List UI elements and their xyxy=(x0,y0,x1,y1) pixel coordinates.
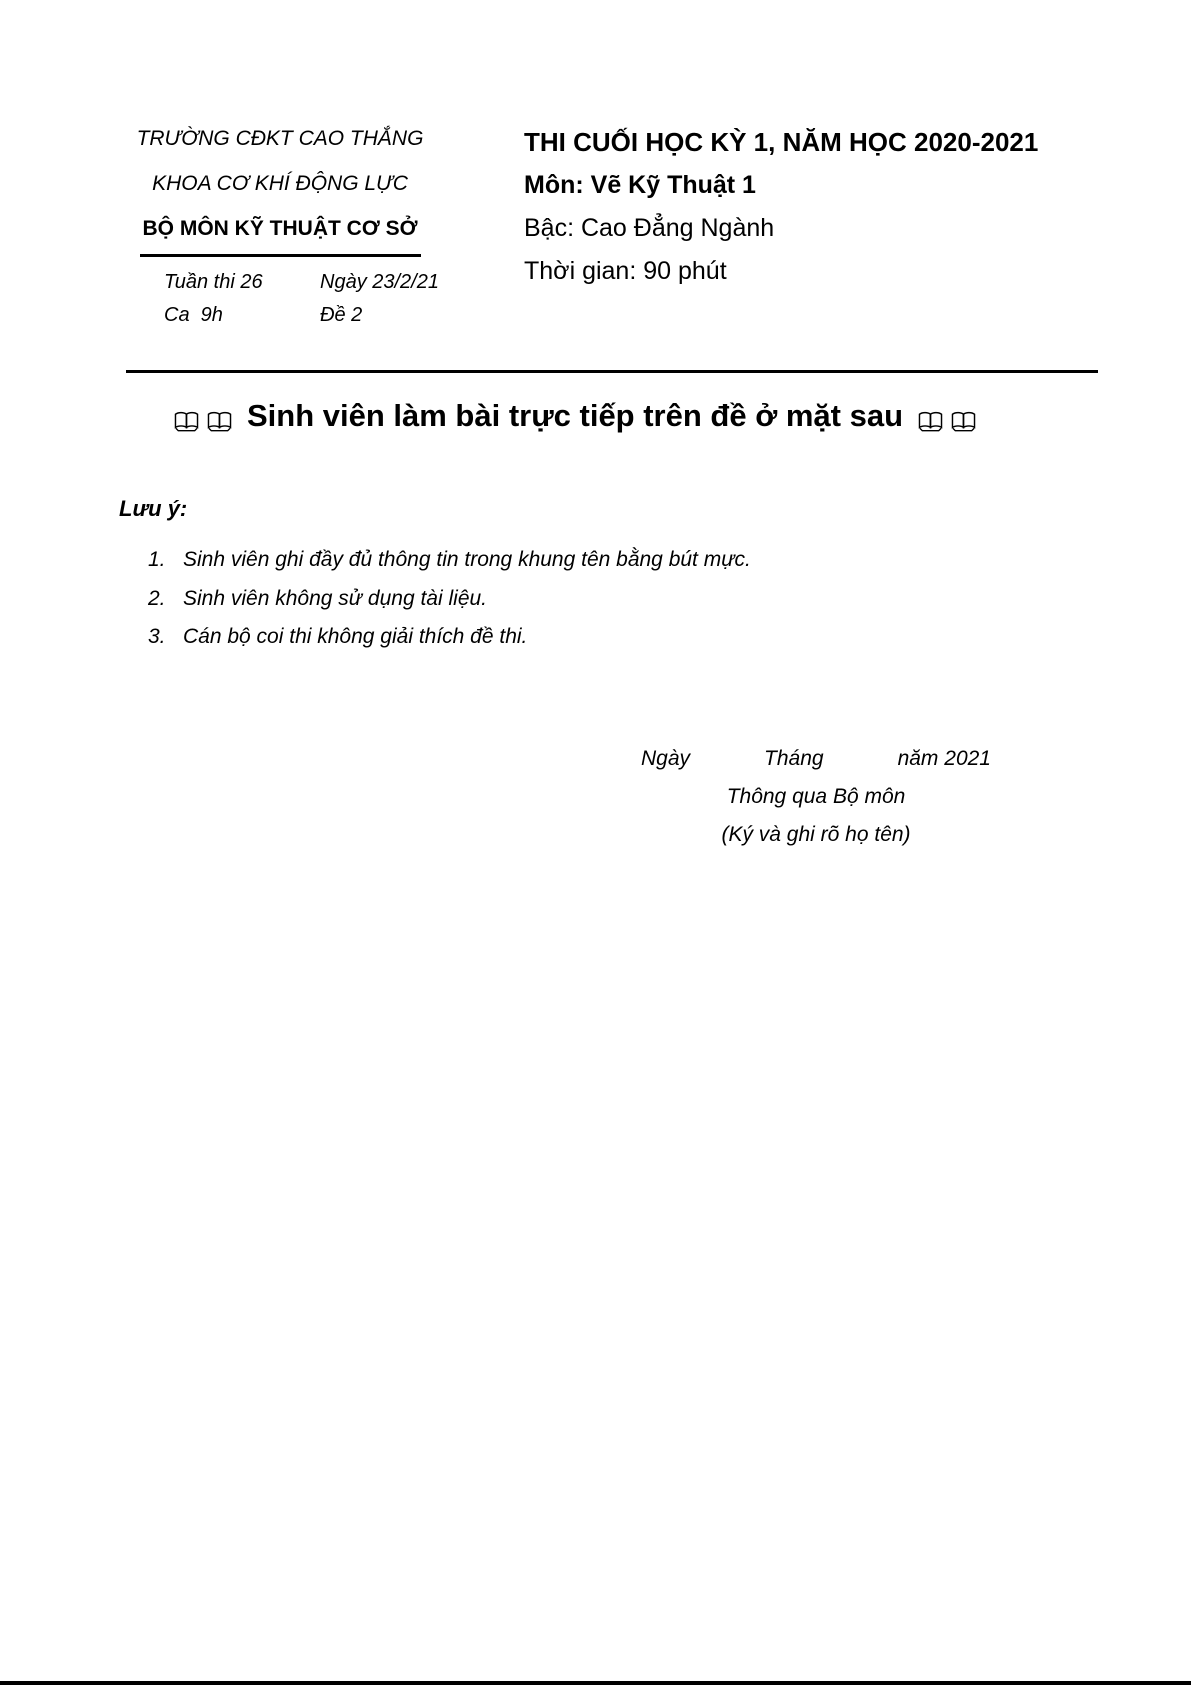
exam-subject: Môn: Vẽ Kỹ Thuật 1 xyxy=(524,171,756,199)
open-book-icon-pair-left xyxy=(172,399,234,434)
scan-edge-artifact xyxy=(0,1681,1191,1685)
notes-section xyxy=(119,494,979,657)
exam-session: Ca 9h xyxy=(164,304,223,326)
signature-instruction: (Ký và ghi rõ họ tên) xyxy=(721,823,911,846)
exam-duration: Thời gian: 90 phút xyxy=(524,257,727,285)
signature-day-label: Ngày xyxy=(641,747,691,770)
notes-label: Lưu ý: xyxy=(119,496,188,521)
open-book-icon-pair-right xyxy=(916,399,978,434)
faculty-name: KHOA CƠ KHÍ ĐỘNG LỰC xyxy=(152,172,408,195)
open-book-icon xyxy=(205,409,234,434)
schedule-row-2 xyxy=(164,299,448,332)
header-divider-line xyxy=(126,370,1098,373)
exam-week: Tuần thi 26 xyxy=(164,271,263,293)
instruction-banner-text: Sinh viên làm bài trực tiếp trên đề ở mặt sau xyxy=(246,398,904,433)
signature-date-line xyxy=(641,740,991,778)
school-name: TRƯỜNG CĐKT CAO THẮNG xyxy=(136,127,424,150)
signature-month-label: Tháng xyxy=(764,747,824,770)
open-book-icon xyxy=(916,409,945,434)
note-item xyxy=(119,541,979,580)
instruction-banner xyxy=(0,392,1150,440)
note-text: Cán bộ coi thi không giải thích đề thi. xyxy=(183,625,528,648)
header-right-block xyxy=(524,121,1124,293)
schedule-row-1 xyxy=(164,266,448,299)
open-book-icon xyxy=(172,409,201,434)
open-book-icon xyxy=(949,409,978,434)
exam-title: THI CUỐI HỌC KỲ 1, NĂM HỌC 2020-2021 xyxy=(524,127,1039,157)
header-left-block xyxy=(112,116,448,332)
signature-approver: Thông qua Bộ môn xyxy=(726,785,906,808)
exam-level: Bậc: Cao Đẳng Ngành xyxy=(524,214,775,242)
exam-code: Đề 2 xyxy=(320,304,363,326)
exam-schedule xyxy=(164,266,448,332)
note-text: Sinh viên không sử dụng tài liệu. xyxy=(183,586,488,610)
note-item xyxy=(119,618,979,657)
note-number: 1. xyxy=(148,548,166,571)
exam-date: Ngày 23/2/21 xyxy=(320,271,439,293)
note-number: 3. xyxy=(148,625,166,648)
notes-list xyxy=(119,541,979,657)
department-name xyxy=(112,206,448,257)
signature-block xyxy=(641,740,991,854)
note-text: Sinh viên ghi đầy đủ thông tin trong khung tên bằng bút mực. xyxy=(183,548,751,571)
note-number: 2. xyxy=(148,586,166,610)
signature-year-label: năm 2021 xyxy=(897,747,991,770)
department-name-text: BỘ MÔN KỸ THUẬT CƠ SỞ xyxy=(140,206,421,257)
note-item xyxy=(119,580,979,619)
